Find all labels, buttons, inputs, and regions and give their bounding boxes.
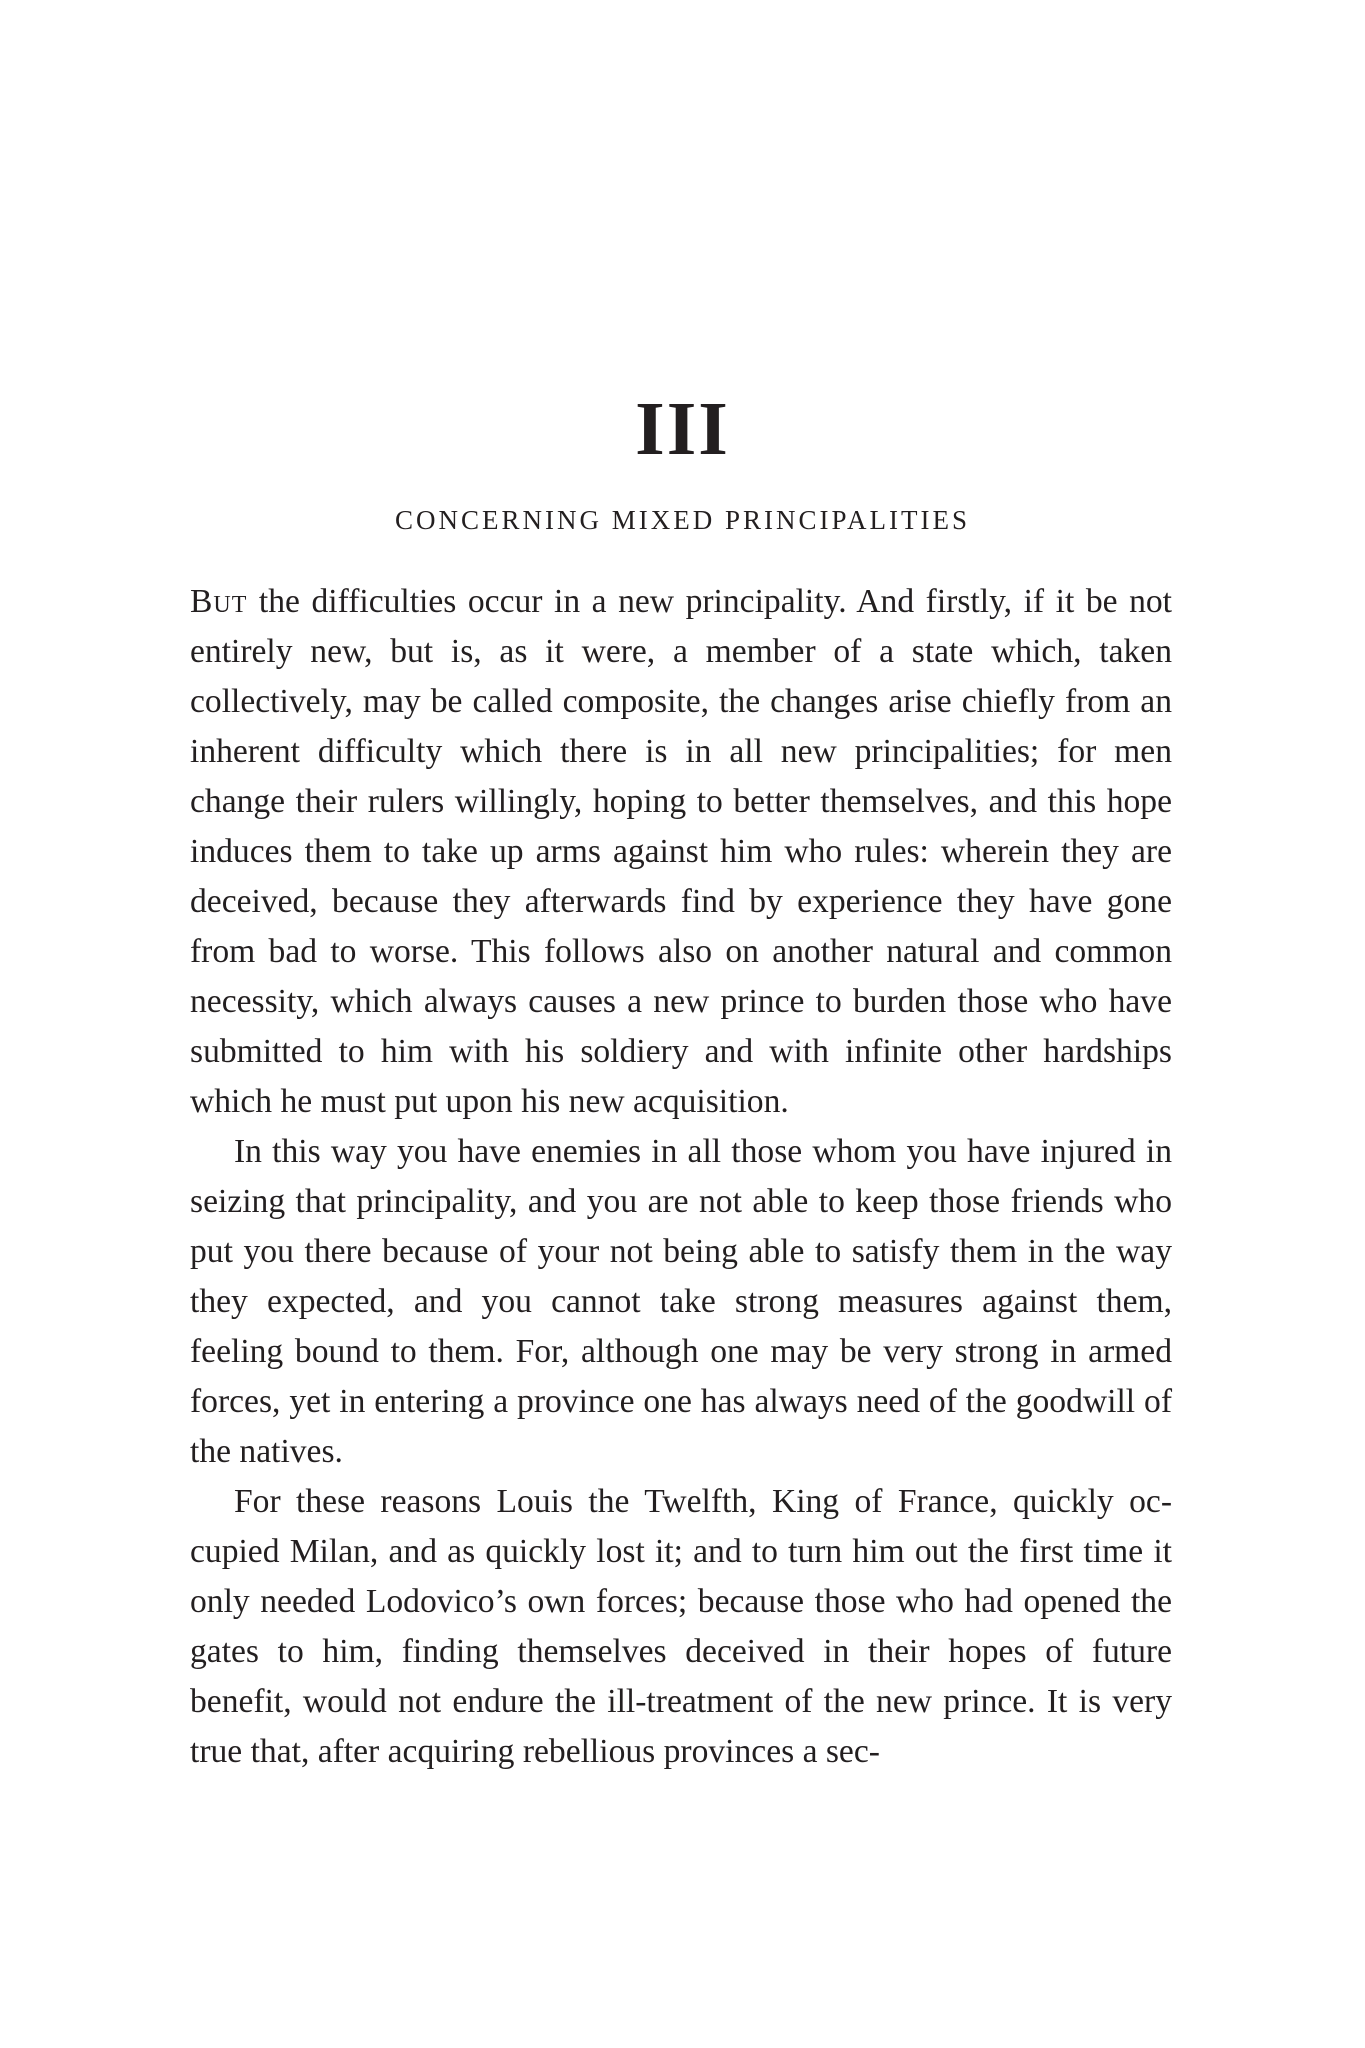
paragraph-1-text: the difficulties occur in a new principality. And firstly, if it be not entirely new, but is, as it were, a member of a state which, taken collectively, may be called composite, the changes arise chiefly from an inherent difficulty which there is in all new principalities; for men change their rulers willingly, hoping to better themselves, and this hope induces them to take up arms against him who rules: wherein they are deceived, because they afterwards find by experience they have gone from bad to worse. This follows also on another natural and common necessity, which always causes a new prince to burden those who have submitted to him with his soldiery and with infinite other hardships which he must put upon his new acquisition. — [190, 583, 1172, 1120]
chapter-number: III — [635, 387, 730, 471]
paragraph-2: In this way you have enemies in all those whom you have injured in seizing that principality, and you are not able to keep those friends who put you there because of your not being able to satisfy them in the way they expected, and you cannot take strong measures against them, feeling bound to them. For, although one may be very strong in armed forces, yet in entering a province one has always need of the goodwill of the natives. — [190, 1133, 1172, 1470]
chapter-body — [190, 577, 1172, 1777]
paragraph-lead-smallcaps: But — [190, 583, 248, 620]
chapter-title: CONCERNING MIXED PRINCIPALITIES — [394, 505, 971, 535]
paragraph-1 — [190, 577, 1172, 1127]
paragraph-3: For these reasons Louis the Twelfth, King of France, quickly occupied Milan, and as quickly lost it; and to turn him out the first time it only needed Lodovico’s own forces; because those who had opened the gates to him, finding themselves deceived in their hopes of future benefit, would not endure the ill-treatment of the new prince. It is very true that, after acquiring rebellious provinces a sec- — [190, 1483, 1172, 1770]
